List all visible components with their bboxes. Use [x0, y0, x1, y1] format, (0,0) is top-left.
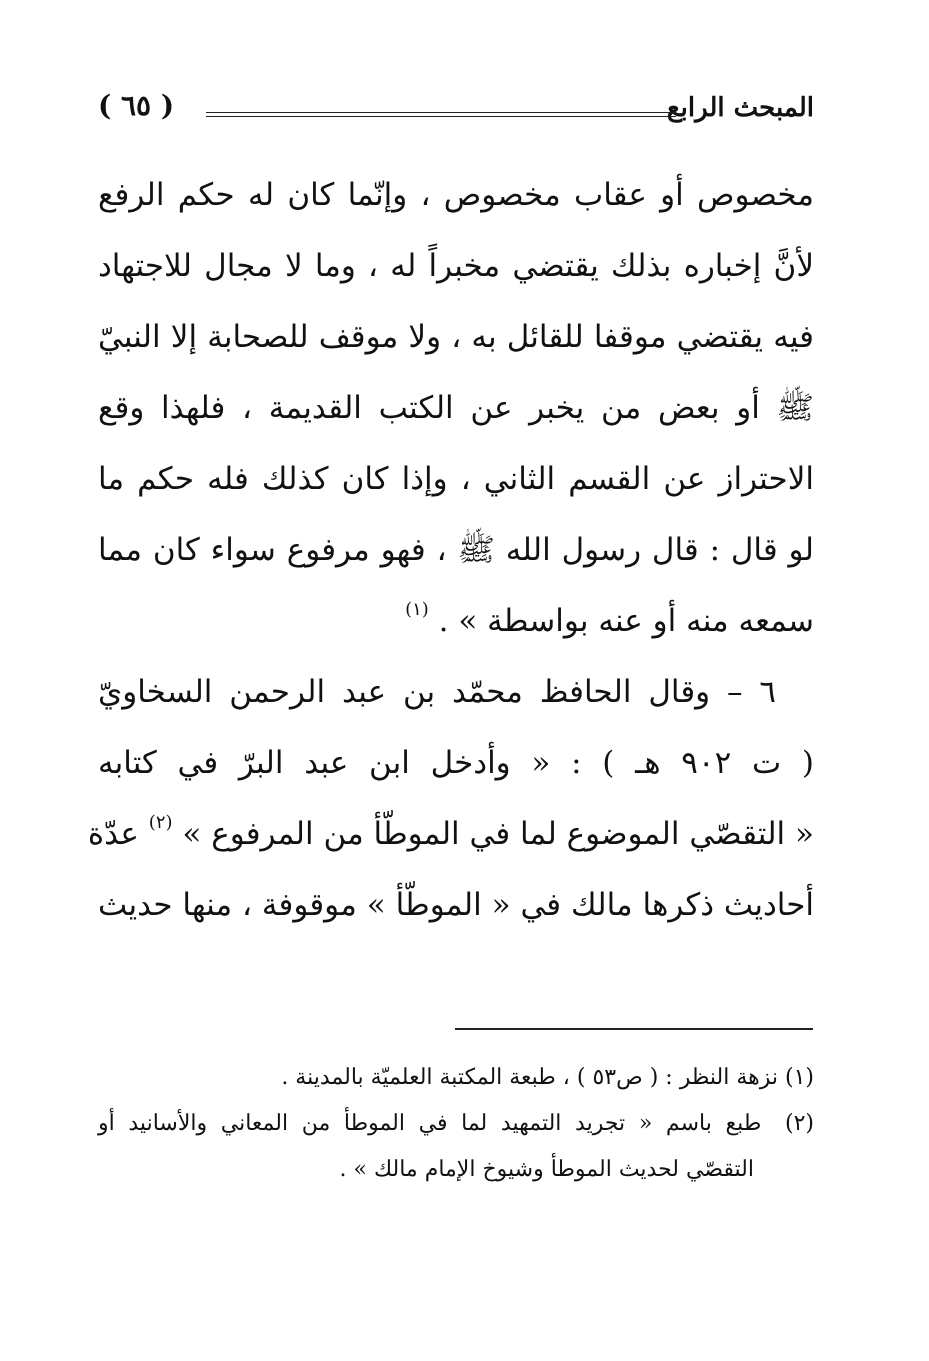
text-line: لأنَّ إخباره بذلك يقتضي مخبراً له ، وما لا مجال للاجتهاد	[98, 248, 814, 284]
footnote-2-marker: (٢)	[784, 1111, 814, 1136]
text-line	[98, 586, 814, 657]
text-line	[87, 799, 814, 870]
text-line: لو قال : قال رسول الله ﷺ ، فهو مرفوع سواء كان مما	[98, 532, 814, 568]
text-line: ٦ – وقال الحافظ محمّد بن عبد الرحمن السخاويّ	[98, 674, 776, 710]
footnote-rule	[455, 1028, 813, 1030]
header-rule	[206, 112, 676, 117]
body-text	[87, 160, 814, 941]
text-line: فيه يقتضي موقفا للقائل به ، ولا موقف للصحابة إلا النبيّ	[98, 319, 814, 355]
footnote-1: (١) نزهة النظر : ( ص٥٣ ) ، طبعة المكتبة العلميّة بالمدينة .	[281, 1065, 814, 1090]
footnotes	[98, 1055, 814, 1193]
footnote-2-text: طبع باسم « تجريد التمهيد لما في الموطأ من المعاني والأسانيد أو	[98, 1111, 762, 1136]
text-line: ﷺ أو بعض من يخبر عن الكتب القديمة ، فلهذا وقع	[98, 390, 814, 426]
footnote-2-continuation: التقصّي لحديث الموطأ وشيوخ الإمام مالك » .	[339, 1157, 754, 1182]
text-line: مخصوص أو عقاب مخصوص ، وإنّما كان له حكم الرفع	[98, 177, 814, 213]
footnote-2	[98, 1101, 814, 1147]
text-segment: عدّة	[87, 816, 139, 852]
text-segment: سمعه منه أو عنه بواسطة » .	[438, 603, 814, 639]
text-line: الاحتراز عن القسم الثاني ، وإذا كان كذلك فله حكم ما	[98, 461, 814, 497]
text-line: ( ت ٩٠٢ هـ ) : « وأدخل ابن عبد البرّ في كتابه	[98, 745, 814, 781]
chapter-title: المبحث الرابع	[666, 93, 814, 123]
footnote-marker-2: (٢)	[148, 812, 173, 833]
text-segment: « التقصّي الموضوع لما في الموطّأ من المرفوع »	[182, 816, 814, 852]
text-line: أحاديث ذكرها مالك في « الموطّأ » موقوفة ، منها حديث	[98, 887, 814, 923]
page-header	[98, 88, 814, 128]
page-number: ( ٦٥ )	[98, 89, 175, 122]
footnote-marker-1: (١)	[405, 599, 429, 620]
